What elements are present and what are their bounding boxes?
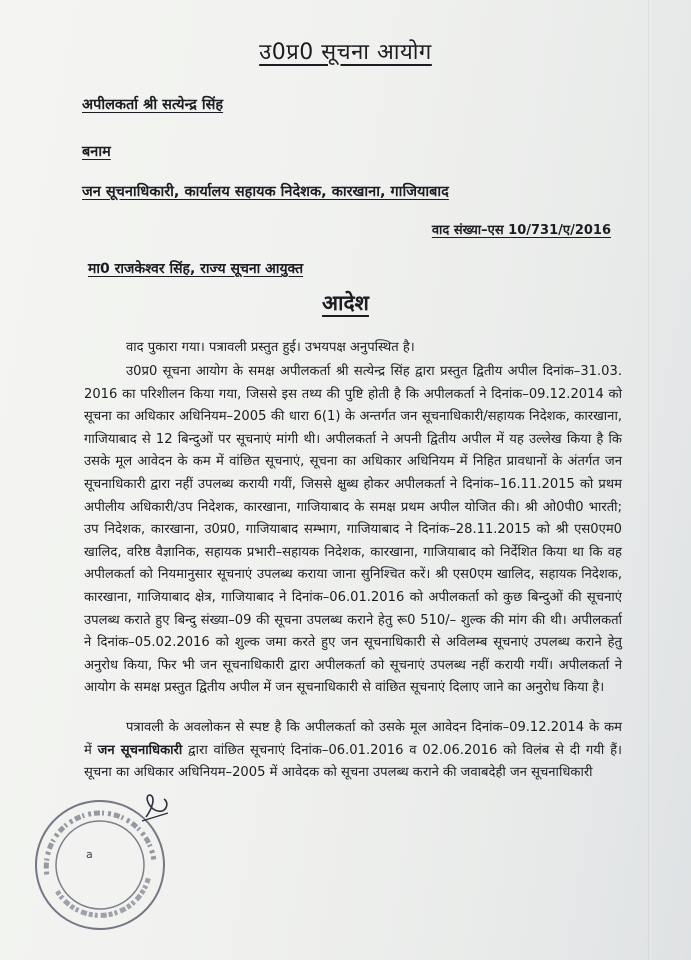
order-paragraph-1: वाद पुकारा गया। पत्रावली प्रस्तुत हुई। उभयपक्ष अनुपस्थित है।: [126, 340, 415, 355]
signature-mark: [138, 787, 178, 827]
order-heading: आदेश: [322, 291, 369, 315]
paragraph-3-emphasis: जन सूचनाधिकारी: [97, 742, 183, 758]
paragraph-3-end: द्वारा वांछित सूचनाएं दिनांक–06.01.2016 व 02.06.2016 को विलंब से दी गयी हैं। सूचना का अधिकार अधिनियम–2005 में आवेदक को सूचना उपलब्ध कराने की जवाबदेही जन सूचनाधिकारी: [84, 742, 622, 781]
appellant-line: अपीलकर्ता श्री सत्येन्द्र सिंह: [82, 97, 224, 113]
order-paragraph-2: उ0प्र0 सूचना आयोग के समक्ष अपीलकर्ता श्री सत्येन्द्र सिंह द्वारा प्रस्तुत द्वितीय अपील दिनांक–31.03. 2016 का परिशीलन किया गया, जिससे इस तथ्य की पुष्टि होती है कि अपीलकर्ता ने दिनांक–09.12.2014 को सूचना का अधिकार अधिनियम–2005 की धारा 6(1) के अन्तर्गत जन सूचनाधिकारी/सहायक निदेशक, कारखाना, गाजियाबाद से 12 बिन्दुओं पर सूचनाएं मांगी थी। अपीलकर्ता ने अपनी द्वितीय अपील में यह उल्लेख किया है कि उसके मूल आवेदन के कम में वांछित सूचनाएं, सूचना का अधिकार अधिनियम में निहित प्रावधानों के अंतर्गत जन सूचनाधिकारी द्वारा नहीं उपलब्ध करायी गयीं, जिससे क्षुब्ध होकर अपीलकर्ता ने दिनांक–16.11.2015 को प्रथम अपीलीय अधिकारी/उप निदेशक, कारखाना, गाजियाबाद के समक्ष प्रथम अपील योजित की। श्री ओ0पी0 भारती; उप निदेशक, कारखाना, उ0प्र0, गाजियाबाद सम्भाग, गाजियाबाद ने दिनांक–28.11.2015 को श्री एस0एम0 खालिद, वरिष्ठ वैज्ञानिक, सहायक प्रभारी–सहायक निदेशक, कारखाना, गाजियाबाद को निर्देशित किया था कि वह अपीलकर्ता को नियमानुसार सूचनाएं उपलब्ध कराया जाना सुनिश्चित करें। श्री एस0एम खालिद, सहायक निदेशक, कारखाना, गाजियाबाद क्षेत्र, गाजियाबाद ने दिनांक–06.01.2016 को अपीलकर्ता को कुछ बिन्दुओं की सूचनाएं उपलब्ध कराते हुए बिन्दु संख्या–09 की सूचना उपलब्ध कराने हेतु रू0 510/– शुल्क की मांग की थी। अपीलकर्ता ने दिनांक–05.02.2016 को शुल्क जमा करते हुए जन सूचनाधिकारी से अविलम्ब सूचनाएं उपलब्ध कराने हेतु अनुरोध किया, फिर भी जन सूचनाधिकारी द्वारा अपीलकर्ता को सूचनाएं उपलब्ध नहीं करायी गयीं। अपीलकर्ता ने आयोग के समक्ष प्रस्तुत द्वितीय अपील में जन सूचनाधिकारी से वांछित सूचनाएं दिलाए जाने का अनुरोध किया है।: [84, 364, 622, 696]
seal-mark: a: [86, 848, 93, 861]
order-paragraph-3: [84, 717, 622, 785]
document-title: उ0प्र0 सूचना आयोग: [259, 40, 432, 65]
versus-label: बनाम: [82, 144, 111, 160]
commissioner-line: मा0 राजकेश्वर सिंह, राज्य सूचना आयुक्त: [88, 261, 304, 277]
respondent-line: जन सूचनाधिकारी, कार्यालय सहायक निदेशक, कारखाना, गाजियाबाद: [82, 184, 449, 200]
case-number: वाद संख्या–एस 10/731/ए/2016: [431, 223, 611, 238]
paragraph-3-start: पत्रावली के अवलोकन से स्पष्ट है कि अपीलकर्ता को उसके मूल आवेदन दिनांक–09.12.2014 के कम में: [84, 720, 622, 758]
paper-fold: [648, 0, 651, 960]
